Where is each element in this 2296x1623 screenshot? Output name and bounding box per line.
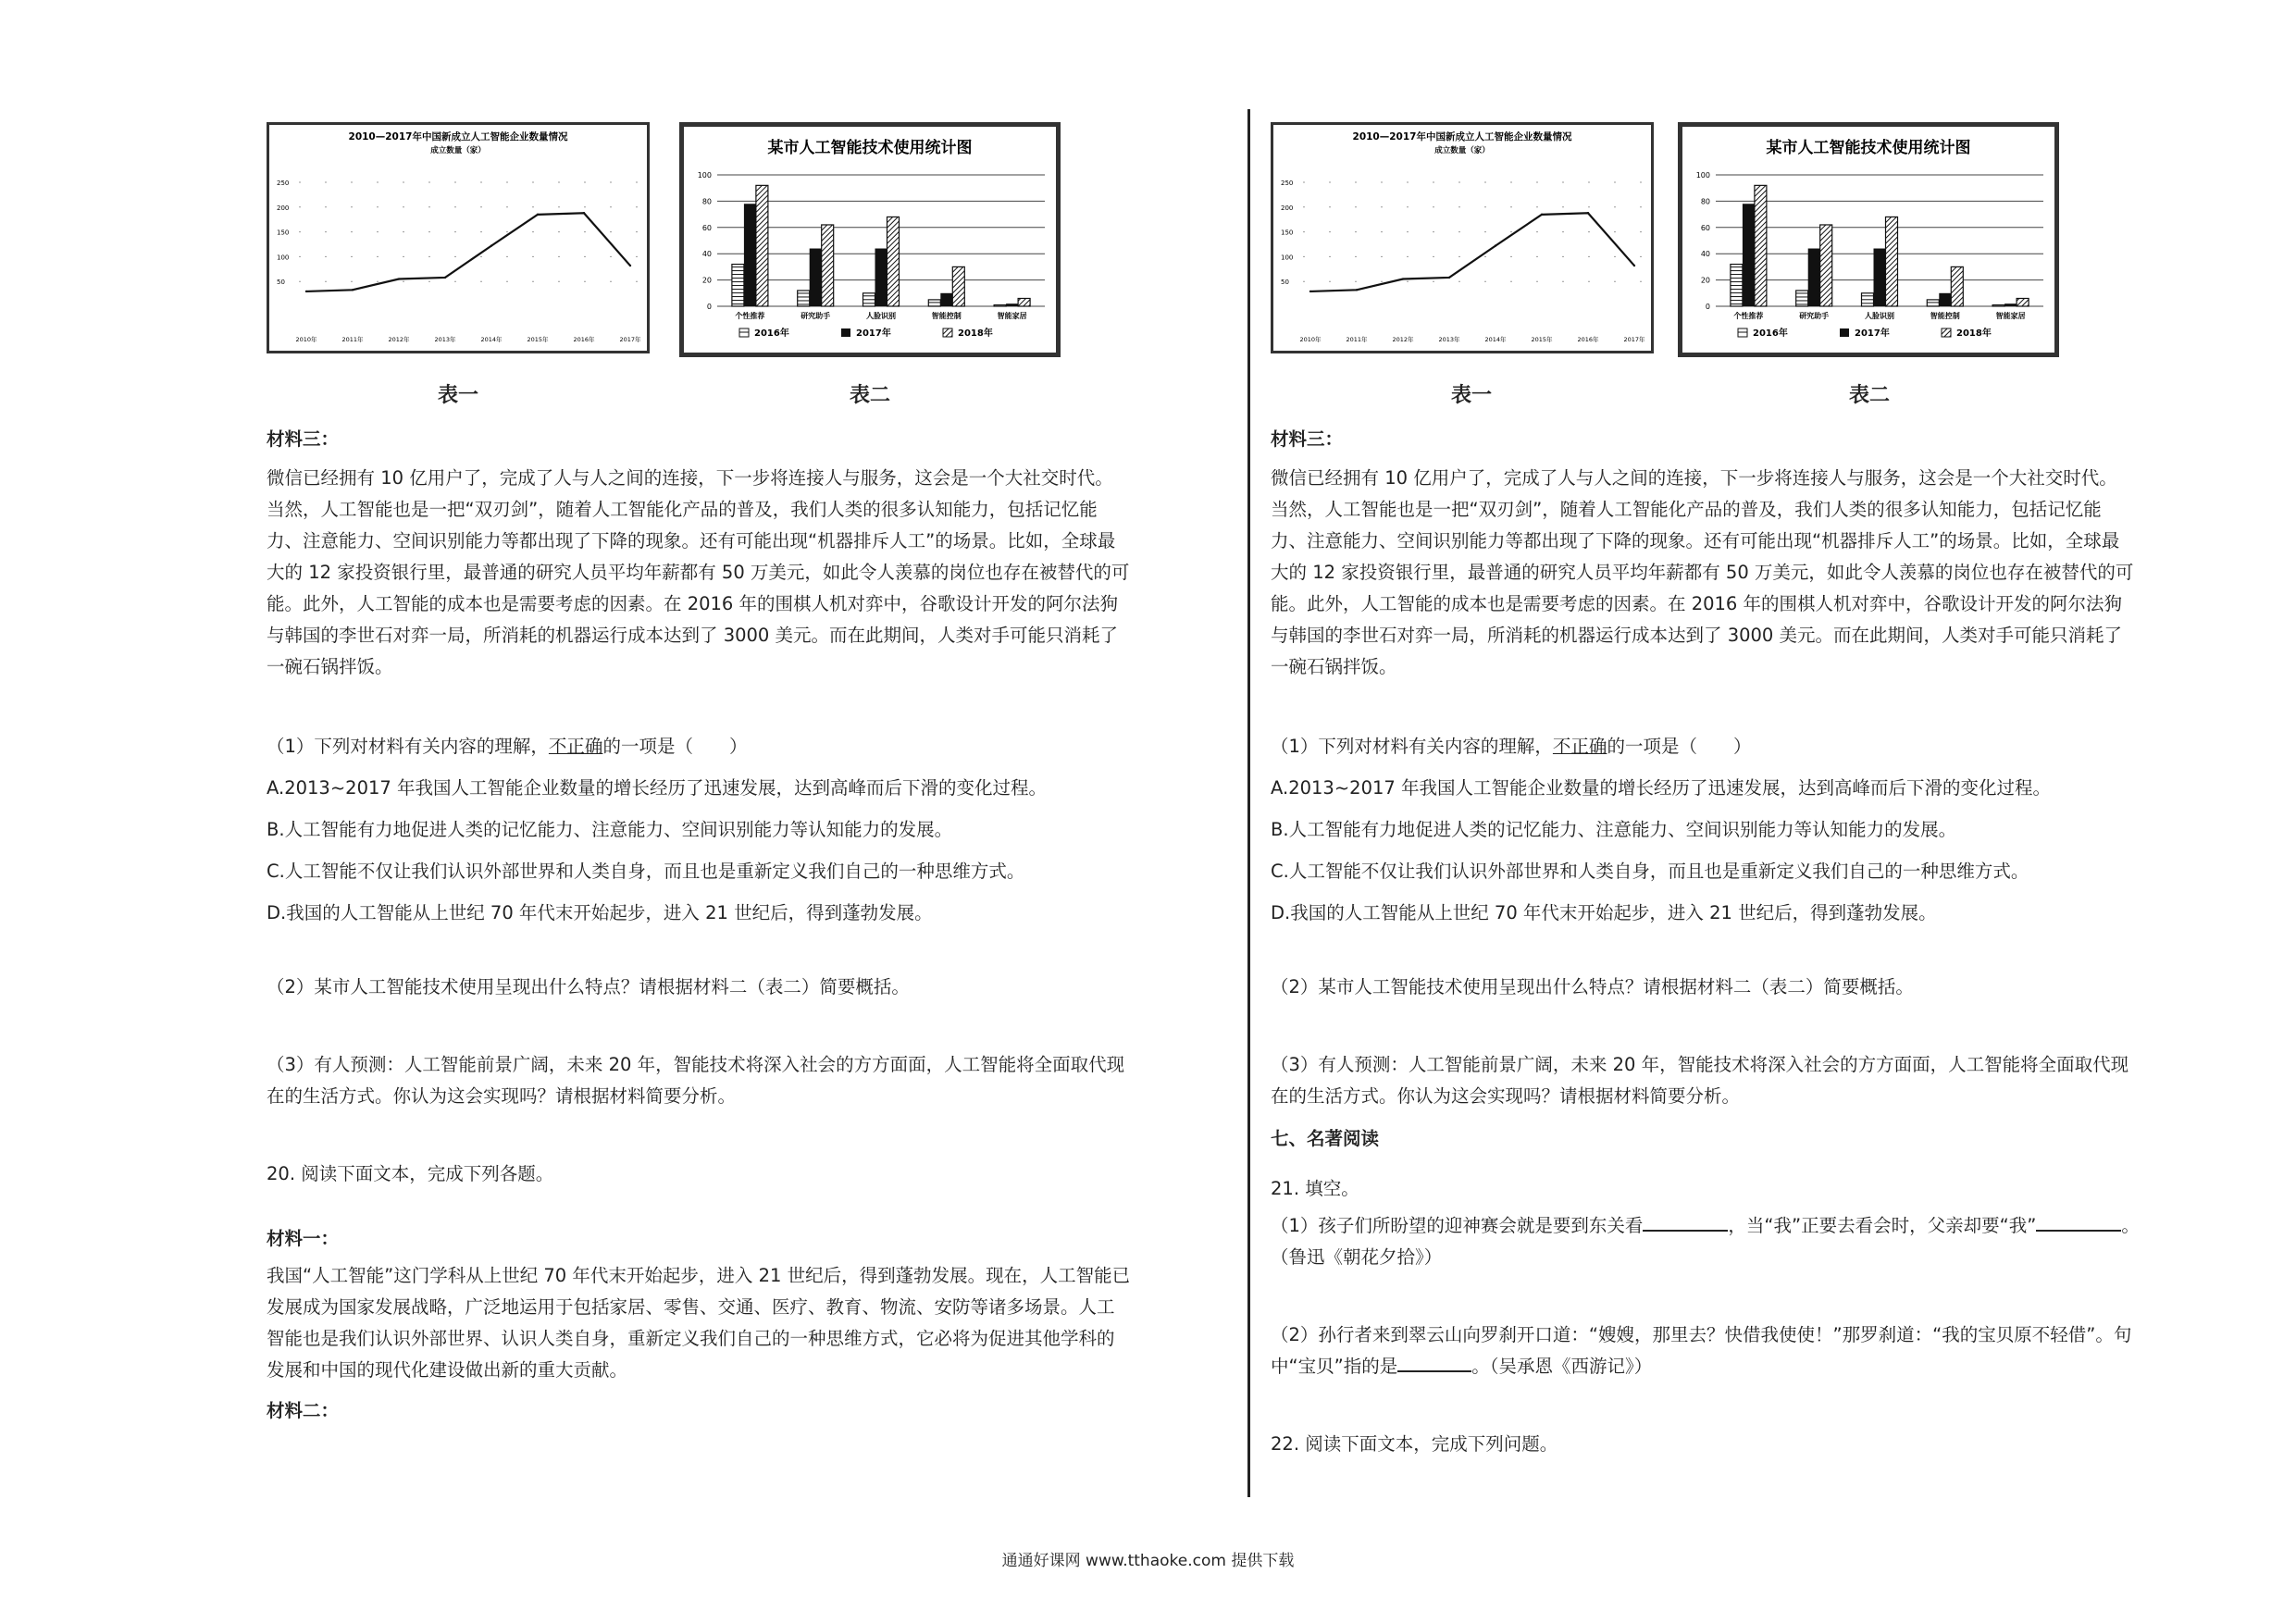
- data-point: [305, 291, 307, 292]
- m3-line: 微信已经拥有 10 亿用户了，完成了人与人之间的连接，下一步将连接人与服务，这会是一个大社交时代。: [267, 467, 1113, 489]
- material1-body: [267, 1260, 1247, 1386]
- m3-line: 能。此外，人工智能的成本也是需要考虑的因素。在 2016 年的围棋人机对弈中，谷歌设计开发的阿尔法狗: [1271, 593, 2123, 614]
- y-tick-label: 60: [1700, 223, 1710, 232]
- q21-2-part-b: 。（吴承恩《西游记》）: [1471, 1356, 1653, 1377]
- bar-2016: [928, 300, 940, 306]
- y-tick-label: 200: [277, 204, 290, 212]
- option-d: D.我国的人工智能从上世纪 70 年代末开始起步，进入 21 世纪后，得到蓬勃发展。: [267, 902, 933, 923]
- data-point: [629, 265, 631, 266]
- y-tick-label: 40: [1700, 250, 1710, 259]
- bar-2018: [1755, 185, 1767, 306]
- caption-table2: 表二: [850, 383, 891, 407]
- x-tick-label: 2010年: [1299, 336, 1322, 343]
- question-20: 20. 阅读下面文本，完成下列各题。: [267, 1163, 554, 1184]
- bar-2017: [1743, 204, 1755, 306]
- option-c: C.人工智能不仅让我们认识外部世界和人类自身，而且也是重新定义我们自己的一种思维方式。: [267, 861, 1025, 882]
- x-tick-label: 2010年: [295, 336, 317, 343]
- x-tick-label: 2015年: [1531, 336, 1553, 343]
- m1-line: 发展成为国家发展战略，广泛地运用于包括家居、零售、交通、医疗、教育、物流、安防等诸多场景。人工: [267, 1296, 1115, 1318]
- bar-2017: [2004, 304, 2017, 306]
- y-tick-label: 100: [277, 254, 290, 262]
- bar-2017: [1808, 249, 1820, 306]
- q1-underlined: 不正确: [548, 736, 603, 757]
- data-point: [1356, 289, 1358, 291]
- question-21-1: [1271, 1210, 2233, 1242]
- x-tick-label: 2011年: [341, 336, 364, 343]
- material3-body: [1271, 463, 2233, 683]
- answer-blank[interactable]: [1643, 1211, 1728, 1232]
- bar-chart-box: [1678, 122, 2059, 357]
- q1-pre: （1）下列对材料有关内容的理解，: [267, 736, 549, 757]
- m3-line: 大的 12 家投资银行里，最普通的研究人员平均年薪都有 50 万美元，如此令人羡慕的岗位也存在被替代的可: [267, 562, 1130, 583]
- bar-2016: [1927, 300, 1939, 306]
- m3-line: 一碗石锅拌饭。: [1271, 656, 1397, 677]
- question-1: [1271, 731, 2233, 762]
- q21-1-part-a: （1）孩子们所盼望的迎神赛会就是要到东关看: [1271, 1215, 1644, 1236]
- question-21: 21. 填空。: [1271, 1178, 1359, 1199]
- bar-2018: [2017, 298, 2029, 306]
- caption-table1: 表一: [1451, 383, 1493, 407]
- series-line: [306, 213, 630, 291]
- bar-2017: [1874, 249, 1886, 306]
- footer: 通通好课网 www.tthaoke.com 提供下载: [1001, 1552, 1295, 1570]
- y-tick-label: 40: [701, 250, 712, 259]
- bar-2017: [810, 249, 822, 306]
- m1-line: 智能也是我们认识外部世界、认识人类自身，重新定义我们自己的一种思维方式，它必将为促进其他学科的: [267, 1328, 1115, 1349]
- q21-2-part-a: 中“宝贝”指的是: [1271, 1356, 1398, 1377]
- bar-2016: [994, 305, 1006, 306]
- section-7-title: 七、名著阅读: [1271, 1128, 1380, 1149]
- m3-line: 能。此外，人工智能的成本也是需要考虑的因素。在 2016 年的围棋人机对弈中，谷歌设计开发的阿尔法狗: [267, 593, 1119, 614]
- m3-line: 微信已经拥有 10 亿用户了，完成了人与人之间的连接，下一步将连接人与服务，这会是一个大社交时代。: [1271, 467, 2117, 489]
- x-tick-label: 智能家居: [997, 312, 1027, 320]
- legend-swatch-2018: [1942, 328, 1951, 337]
- x-tick-label: 2016年: [573, 336, 595, 343]
- x-tick-label: 2013年: [434, 336, 456, 343]
- bar-2017: [1939, 293, 1951, 306]
- m3-line: 大的 12 家投资银行里，最普通的研究人员平均年薪都有 50 万美元，如此令人羡慕的岗位也存在被替代的可: [1271, 562, 2134, 583]
- x-tick-label: 智能控制: [1930, 312, 1960, 320]
- data-point: [490, 244, 492, 246]
- y-tick-label: 80: [701, 197, 712, 206]
- data-point: [1309, 291, 1311, 292]
- option-a: A.2013~2017 年我国人工智能企业数量的增长经历了迅速发展，达到高峰而后下滑的变化过程。: [1271, 777, 2051, 799]
- x-tick-label: 智能家居: [1995, 312, 2026, 320]
- q1-pre: （1）下列对材料有关内容的理解，: [1271, 736, 1553, 757]
- x-tick-label: 个性推荐: [1733, 312, 1764, 320]
- x-tick-label: 2014年: [480, 336, 503, 343]
- y-tick-label: 250: [1281, 180, 1294, 187]
- bar-chart: [684, 127, 1056, 353]
- legend-swatch-2018: [943, 328, 952, 337]
- option-c: C.人工智能不仅让我们认识外部世界和人类自身，而且也是重新定义我们自己的一种思维方式。: [1271, 861, 2029, 882]
- option-a: A.2013~2017 年我国人工智能企业数量的增长经历了迅速发展，达到高峰而后下滑的变化过程。: [267, 777, 1047, 799]
- data-point: [352, 289, 354, 291]
- y-tick-label: 250: [277, 180, 290, 187]
- chart-title: 2010—2017年中国新成立人工智能企业数量情况: [348, 131, 568, 142]
- line-chart: [1273, 125, 1651, 351]
- question-3-line2: 在的生活方式。你认为这会实现吗？请根据材料简要分析。: [267, 1085, 737, 1107]
- question-2: （2）某市人工智能技术使用呈现出什么特点？请根据材料二（表二）简要概括。: [267, 976, 910, 997]
- q1-underlined: 不正确: [1552, 736, 1607, 757]
- left-column: [267, 111, 1247, 1427]
- legend-swatch-2017: [841, 328, 850, 337]
- x-tick-label: 个性推荐: [735, 312, 765, 320]
- legend-label: 2016年: [1753, 328, 1788, 339]
- bar-chart: [1682, 127, 2054, 353]
- data-point: [398, 278, 400, 279]
- data-point: [1495, 244, 1496, 246]
- q1-post: 的一项是（ ）: [602, 736, 748, 757]
- y-tick-label: 60: [701, 223, 712, 232]
- material3-title: 材料三：: [1271, 428, 1344, 450]
- line-chart: [269, 125, 647, 351]
- charts-row: [1271, 111, 2233, 426]
- option-b: B.人工智能有力地促进人类的记忆能力、注意能力、空间识别能力等认知能力的发展。: [267, 819, 953, 840]
- charts-row: [267, 111, 1247, 426]
- x-tick-label: 2011年: [1346, 336, 1368, 343]
- chart-subtitle: 成立数量（家）: [430, 146, 486, 155]
- bar-2017: [875, 249, 887, 306]
- data-point: [444, 277, 446, 279]
- question-21-2-line1: （2）孙行者来到翠云山向罗刹开口道：“嫂嫂，那里去？快借我使使！”那罗刹道：“我的宝贝原不轻借”。句: [1271, 1324, 2132, 1345]
- right-column: [1271, 111, 2233, 1460]
- chart-title: 2010—2017年中国新成立人工智能企业数量情况: [1352, 131, 1572, 142]
- m3-line: 当然，人工智能也是一把“双刃剑”，随着人工智能化产品的普及，我们人类的很多认知能力，包括记忆能: [1271, 499, 2102, 520]
- q21-1-part-b: ，当“我”正要去看会时，父亲却要“我”: [1728, 1215, 2037, 1236]
- x-tick-label: 研究助手: [1799, 312, 1830, 320]
- series-line: [1310, 213, 1634, 291]
- q1-post: 的一项是（ ）: [1607, 736, 1752, 757]
- material3-body: [267, 463, 1247, 683]
- legend-label: 2016年: [754, 328, 789, 339]
- bar-2018: [1018, 298, 1030, 306]
- m3-line: 当然，人工智能也是一把“双刃剑”，随着人工智能化产品的普及，我们人类的很多认知能力，包括记忆能: [267, 499, 1098, 520]
- y-tick-label: 150: [1281, 229, 1294, 237]
- question-3-line1: （3）有人预测：人工智能前景广阔，未来 20 年，智能技术将深入社会的方方面面，人工智能将全面取代现: [1271, 1054, 2129, 1075]
- y-tick-label: 80: [1700, 197, 1710, 206]
- x-tick-label: 研究助手: [800, 312, 831, 320]
- bar-2018: [822, 225, 834, 306]
- y-tick-label: 50: [1281, 279, 1289, 287]
- y-tick-label: 0: [1705, 303, 1710, 311]
- question-21-1-source: （鲁迅《朝花夕拾》）: [1271, 1246, 1443, 1268]
- line-chart-box: [267, 122, 650, 353]
- bar-chart-box: [679, 122, 1061, 357]
- y-tick-label: 0: [706, 303, 712, 311]
- q21-1-part-c: 。: [2121, 1215, 2140, 1236]
- data-point: [583, 212, 585, 214]
- y-tick-label: 200: [1281, 204, 1294, 212]
- bar-2018: [1886, 217, 1898, 306]
- legend-label: 2017年: [856, 328, 891, 339]
- bar-2018: [887, 217, 900, 306]
- bar-2017: [744, 204, 756, 306]
- legend-label: 2018年: [958, 328, 993, 339]
- y-tick-label: 150: [277, 229, 290, 237]
- answer-blank[interactable]: [1397, 1352, 1471, 1372]
- data-point: [537, 214, 539, 216]
- question-3-line1: （3）有人预测：人工智能前景广阔，未来 20 年，智能技术将深入社会的方方面面，人工智能将全面取代现: [267, 1054, 1125, 1075]
- chart-subtitle: 成立数量（家）: [1434, 146, 1490, 155]
- y-tick-label: 100: [1281, 254, 1294, 262]
- y-tick-label: 50: [277, 279, 285, 287]
- x-tick-label: 人脸识别: [1865, 312, 1894, 320]
- column-divider: [1247, 109, 1250, 1497]
- caption-table1: 表一: [438, 383, 479, 407]
- x-tick-label: 2017年: [1623, 336, 1645, 343]
- material2-title: 材料二：: [267, 1400, 340, 1421]
- material3-title: 材料三：: [267, 428, 340, 450]
- y-tick-label: 100: [697, 171, 712, 180]
- question-2: （2）某市人工智能技术使用呈现出什么特点？请根据材料二（表二）简要概括。: [1271, 976, 1914, 997]
- m1-line: 我国“人工智能”这门学科从上世纪 70 年代末开始起步，进入 21 世纪后，得到蓬勃发展。现在，人工智能已: [267, 1265, 1131, 1286]
- line-chart-box: [1271, 122, 1654, 353]
- m3-line: 力、注意能力、空间识别能力等都出现了下降的现象。还有可能出现“机器排斥人工”的场景。比如，全球最: [1271, 530, 2120, 551]
- bar-2018: [1951, 266, 1963, 306]
- m3-line: 与韩国的李世石对弈一局，所消耗的机器运行成本达到了 3000 美元。而在此期间，人类对手可能只消耗了: [267, 625, 1119, 646]
- x-tick-label: 人脸识别: [866, 312, 896, 320]
- question-3-line2: 在的生活方式。你认为这会实现吗？请根据材料简要分析。: [1271, 1085, 1741, 1107]
- data-point: [1402, 278, 1404, 279]
- bar-2018: [756, 185, 768, 306]
- legend-label: 2017年: [1855, 328, 1890, 339]
- x-tick-label: 2015年: [527, 336, 549, 343]
- option-b: B.人工智能有力地促进人类的记忆能力、注意能力、空间识别能力等认知能力的发展。: [1271, 819, 1957, 840]
- data-point: [1448, 277, 1450, 279]
- chart-title: 某市人工智能技术使用统计图: [767, 139, 973, 157]
- legend-label: 2018年: [1956, 328, 1992, 339]
- data-point: [1541, 214, 1543, 216]
- m3-line: 与韩国的李世石对弈一局，所消耗的机器运行成本达到了 3000 美元。而在此期间，人类对手可能只消耗了: [1271, 625, 2123, 646]
- bar-2018: [952, 266, 964, 306]
- bar-2016: [1992, 305, 2004, 306]
- legend-swatch-2017: [1840, 328, 1849, 337]
- bar-2017: [1006, 304, 1018, 306]
- caption-table2: 表二: [1849, 383, 1891, 407]
- option-d: D.我国的人工智能从上世纪 70 年代末开始起步，进入 21 世纪后，得到蓬勃发展。: [1271, 902, 1937, 923]
- x-tick-label: 智能控制: [931, 312, 962, 320]
- bar-2017: [940, 293, 952, 306]
- y-tick-label: 20: [1700, 276, 1710, 285]
- m3-line: 一碗石锅拌饭。: [267, 656, 393, 677]
- x-tick-label: 2012年: [388, 336, 410, 343]
- x-tick-label: 2016年: [1577, 336, 1599, 343]
- x-tick-label: 2013年: [1438, 336, 1460, 343]
- material1-title: 材料一：: [267, 1228, 340, 1249]
- x-tick-label: 2012年: [1392, 336, 1414, 343]
- y-tick-label: 20: [701, 276, 712, 285]
- chart-title: 某市人工智能技术使用统计图: [1766, 139, 1971, 157]
- answer-blank[interactable]: [2036, 1211, 2121, 1232]
- question-22: 22. 阅读下面文本，完成下列问题。: [1271, 1433, 1558, 1455]
- m3-line: 力、注意能力、空间识别能力等都出现了下降的现象。还有可能出现“机器排斥人工”的场景。比如，全球最: [267, 530, 1116, 551]
- bar-2018: [1820, 225, 1832, 306]
- x-tick-label: 2017年: [619, 336, 641, 343]
- question-21-2-line2: [1271, 1351, 2233, 1382]
- y-tick-label: 100: [1695, 171, 1710, 180]
- x-tick-label: 2014年: [1484, 336, 1507, 343]
- m1-line: 发展和中国的现代化建设做出新的重大贡献。: [267, 1359, 628, 1381]
- data-point: [1587, 212, 1589, 214]
- question-1: [267, 731, 1247, 762]
- data-point: [1633, 265, 1635, 266]
